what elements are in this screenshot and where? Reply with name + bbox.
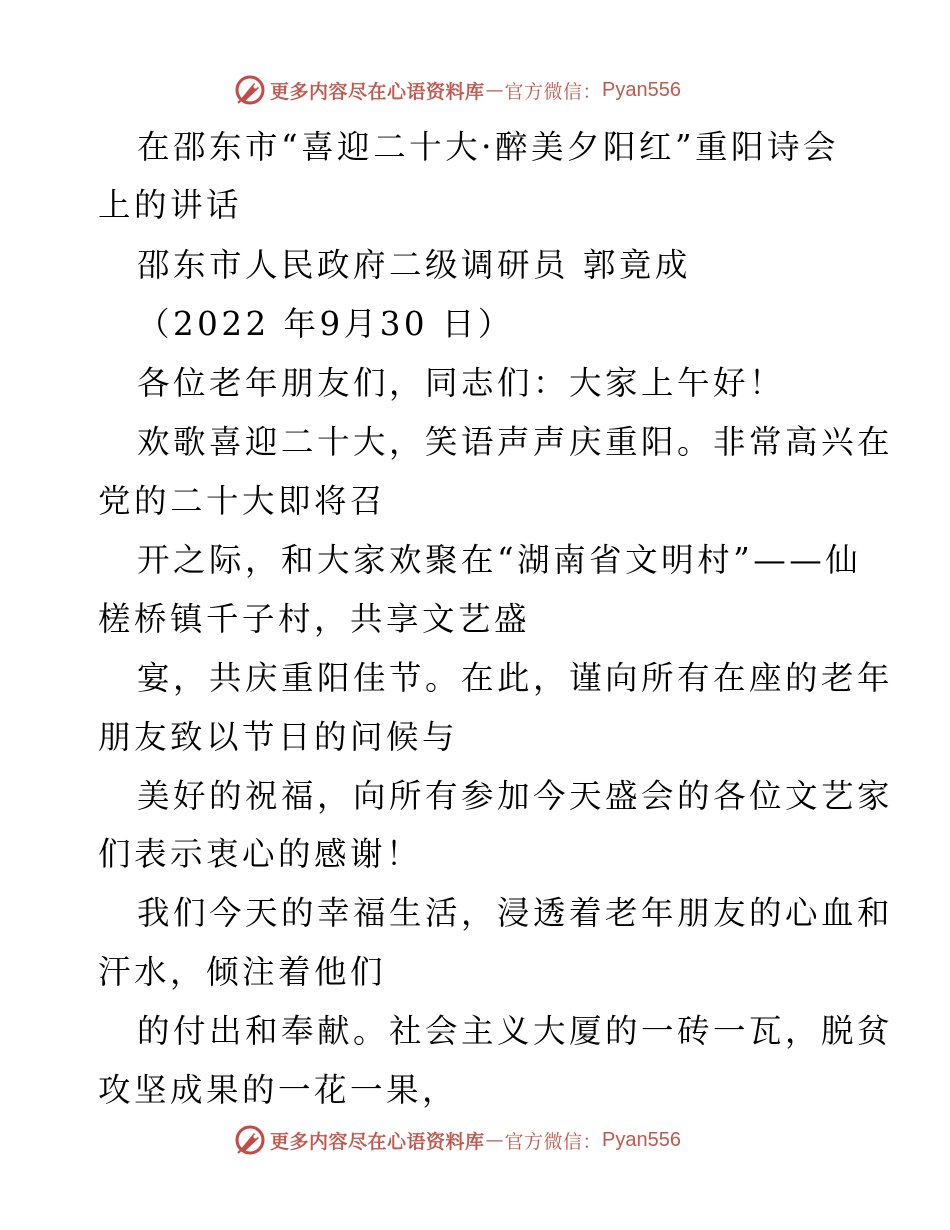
text-line: 们表示衷心的感谢！ [98, 835, 423, 873]
speaker-line: 邵东市人民政府二级调研员 郭竟成 [137, 246, 691, 284]
text-line: 欢歌喜迎二十大，笑语声声庆重阳。非常高兴在 [137, 423, 894, 461]
text-line: 朋友致以节日的问候与 [98, 718, 459, 756]
text-line: 的付出和奉献。社会主义大厦的一砖一瓦，脱贫 [137, 1012, 894, 1050]
text-line: 党的二十大即将召 [98, 482, 387, 520]
text-line: 宴，共庆重阳佳节。在此，谨向所有在座的老年 [137, 659, 894, 697]
title-line-1: 在邵东市“喜迎二十大·醉美夕阳红”重阳诗会 [137, 128, 840, 166]
watermark-dash: — [485, 79, 504, 101]
header-watermark [234, 72, 681, 108]
greeting-line: 各位老年朋友们，同志们：大家上午好！ [137, 364, 786, 402]
watermark-wechat-label: 官方微信： [504, 1130, 603, 1153]
watermark-main-text: 更多内容尽在心语资料库 [270, 80, 485, 103]
date-line: （2022 年9月30 日） [137, 305, 514, 343]
watermark-wechat-label: 官方微信： [504, 80, 603, 103]
text-line: 开之际，和大家欢聚在“湖南省文明村”——仙 [137, 541, 862, 579]
pen-nib-logo-icon [234, 1124, 266, 1156]
footer-watermark [234, 1122, 681, 1158]
pen-nib-logo-icon [234, 74, 266, 106]
text-line: 美好的祝福，向所有参加今天盛会的各位文艺家 [137, 777, 894, 815]
text-line: 我们今天的幸福生活，浸透着老年朋友的心血和 [137, 894, 894, 932]
watermark-main-text: 更多内容尽在心语资料库 [270, 1130, 485, 1153]
watermark-dash: — [485, 1129, 504, 1151]
text-line: 槎桥镇千子村，共享文艺盛 [98, 600, 531, 638]
watermark-wechat-id: Pyan556 [602, 1128, 681, 1151]
text-line: 汗水，倾注着他们 [98, 953, 387, 991]
text-line: 攻坚成果的一花一果， [98, 1071, 459, 1109]
title-line-2: 上的讲话 [98, 186, 243, 224]
watermark-wechat-id: Pyan556 [602, 78, 681, 101]
